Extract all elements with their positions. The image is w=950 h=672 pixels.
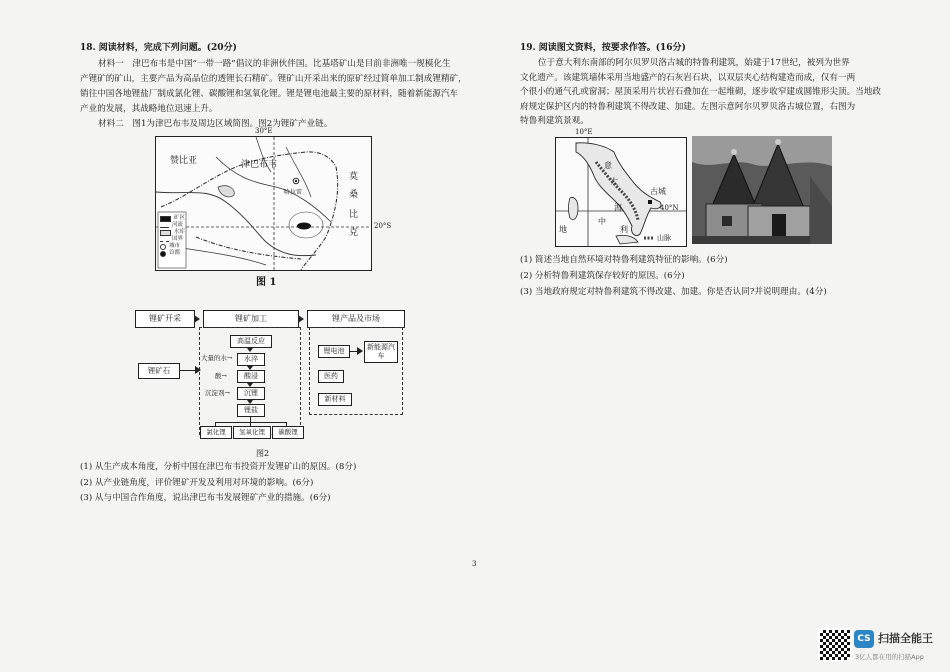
flow-market-medicine: 医药 [318,370,344,383]
q18-mat2-line: 材料二 图1为津巴布韦及周边区域简图。图2为锂矿产业链。 [98,119,333,129]
flow-step-acid-leach: 酸浸 [237,370,265,383]
flow-side-precipitant: 沉淀剂→ [205,389,230,397]
fig2-caption: 图2 [256,449,270,458]
legend-city: 城市 [160,243,185,250]
flow-step-lithium-salt: 锂盐 [237,404,265,417]
flow-step-high-temp: 高温反应 [230,335,272,348]
watermark-tagline: 3亿人都在用的扫描App [855,653,924,661]
q19-sub3: (3) 当地政府规定对特鲁利建筑不得改建、加建。你是否认同?并说明理由。(4分) [520,287,827,297]
map2-label-city: 古城 [650,187,666,196]
map2-italy [555,137,687,247]
q18-mat1-line1: 材料一 津巴布韦是中国“一带一路”倡议的非洲伙伴国。比基塔矿山是目前非洲唯一规模化生 [98,59,451,69]
q19-line4: 府规定保护区内的特鲁利建筑不得改建、加建。左图示意阿尔贝罗贝洛古城位置，右图为 [520,101,856,112]
legend-mine-icon [160,216,171,222]
map1-caption: 图 1 [256,277,277,288]
q19-line3: 个很小的通气孔或窗洞；屋顶采用片状岩石叠加在一起堆砌，逐步收窄建成圆锥形尖顶。当地政 [520,87,881,97]
flow-input-ore: 锂矿石 [138,363,180,379]
q18-sub1: (1) 从生产成本角度，分析中国在津巴布韦投资开发锂矿山的原因。(8分) [80,462,357,472]
arrow-down-icon [247,348,253,352]
trulli-photo [692,136,832,244]
flow-out-hydroxide: 氢氧化锂 [233,426,271,439]
trulli-illustration [692,136,832,244]
map1-country-moz-1: 莫 [349,172,359,182]
legend-reservoir-icon [160,230,171,236]
legend-capital: 首都 [160,250,185,257]
q19-sub2: (2) 分析特鲁利建筑保存较好的原因。(6分) [520,271,685,281]
flow-market-battery: 锂电池 [318,345,350,358]
arrow-right-icon [194,315,200,323]
arrow-right-icon [195,366,201,374]
q18-material1 [80,57,480,132]
flow-head-processing: 锂矿加工 [203,310,299,328]
qr-code-icon [818,628,852,662]
map1-country-moz-3: 比 [349,210,359,220]
flow-out-carbonate: 碳酸锂 [272,426,304,439]
flow-market-materials: 新材料 [318,393,352,406]
page-number: 3 [472,560,477,568]
flow-step-quench: 水淬 [237,353,265,366]
q19-line1: 位于意大利东南部的阿尔贝罗贝洛古城的特鲁利建筑，始建于17世纪，被列为世界 [538,58,850,68]
map1-country-zimbabwe: 津巴布韦 [241,160,278,170]
flow-head-market: 锂产品及市场 [307,310,405,328]
q19-title: 19. 阅读图文资料，按要求作答。(16分) [520,43,686,53]
map2-label-it3: 利 [620,225,628,234]
q18-title: 18. 阅读材料，完成下列问题。(20分) [80,43,237,53]
legend-border-icon [160,237,169,242]
camscanner-logo-icon: CS [854,630,874,648]
map1-country-moz-4: 克 [349,228,359,238]
q18-sub2: (2) 从产业链角度，评价锂矿开发及利用对环境的影响。(6分) [80,477,314,488]
q18-mat1-line2: 产锂矿的矿山，主要产品为高品位的透锂长石精矿。锂矿山开采出来的原矿经过简单加工制成锂精矿， [80,74,467,84]
map2-label-sea2: 海 [614,203,622,212]
flow-side-acid: 酸→ [215,372,227,380]
arrow-right-icon [357,347,363,355]
q19-line2: 文化遗产。该建筑墙体采用当地盛产的石灰岩石块，以双层夹心结构建造而成，仅有一两 [520,72,856,83]
map2-label-mountain: 山脉 [657,234,671,242]
q18-subquestions [80,460,480,507]
map1-legend [160,215,185,257]
legend-city-icon [160,244,166,250]
arrow-right-icon [298,315,304,323]
flow-head-mining: 锂矿开采 [135,310,195,328]
map1-zimbabwe [155,136,372,271]
fig2-lithium-chain [135,305,435,450]
map2-label-it1: 意 [604,161,612,170]
map2-label-land: 地 [559,225,567,234]
legend-river-icon [160,223,169,228]
map2-label-sea1: 中 [598,217,606,226]
map1-lat-label: 20°S [374,222,392,230]
map1-city-harare: 哈拉雷 [284,189,303,196]
legend-capital-icon [160,251,166,257]
flow-side-water: 大量的水→ [201,354,233,362]
map2-label-it2: 大 [610,177,618,186]
map1-country-zambia: 赞比亚 [170,156,198,166]
q19-sub1: (1) 简述当地自然环境对特鲁利建筑特征的影响。(6分) [520,255,728,265]
flow-step-precipitate: 沉锂 [237,387,265,400]
watermark-brand: 扫描全能王 [878,632,933,645]
q18-sub3: (3) 从与中国合作角度，说出津巴布韦发展锂矿产业的措施。(6分) [80,493,331,503]
q19-material [520,56,890,129]
legend-reservoir: 水库 [160,229,185,236]
q18-mat1-line3: 销往中国各地锂盐厂制成氯化锂、碳酸锂和氢氧化锂。锂是锂电池最主要的原材料，随着新能源汽车 [80,89,459,99]
map2-lon-label: 10°E [575,128,593,136]
flow-market-nev: 新能源汽车 [364,341,398,363]
legend-mine: 矿区 [160,215,185,222]
map2-label-lat: 40°N [660,204,679,212]
legend-river: 河流 [160,222,185,229]
map1-lon-label: 30°E [255,127,273,135]
q19-line5: 特鲁利建筑景观。 [520,116,589,126]
q19-subquestions [520,252,890,300]
legend-border: 国界 [160,236,185,243]
q18-mat1-line4: 产业的发展，其战略地位迅速上升。 [80,104,218,114]
map1-country-moz-2: 桑 [349,190,359,200]
flow-out-chloride: 氯化锂 [200,426,232,439]
